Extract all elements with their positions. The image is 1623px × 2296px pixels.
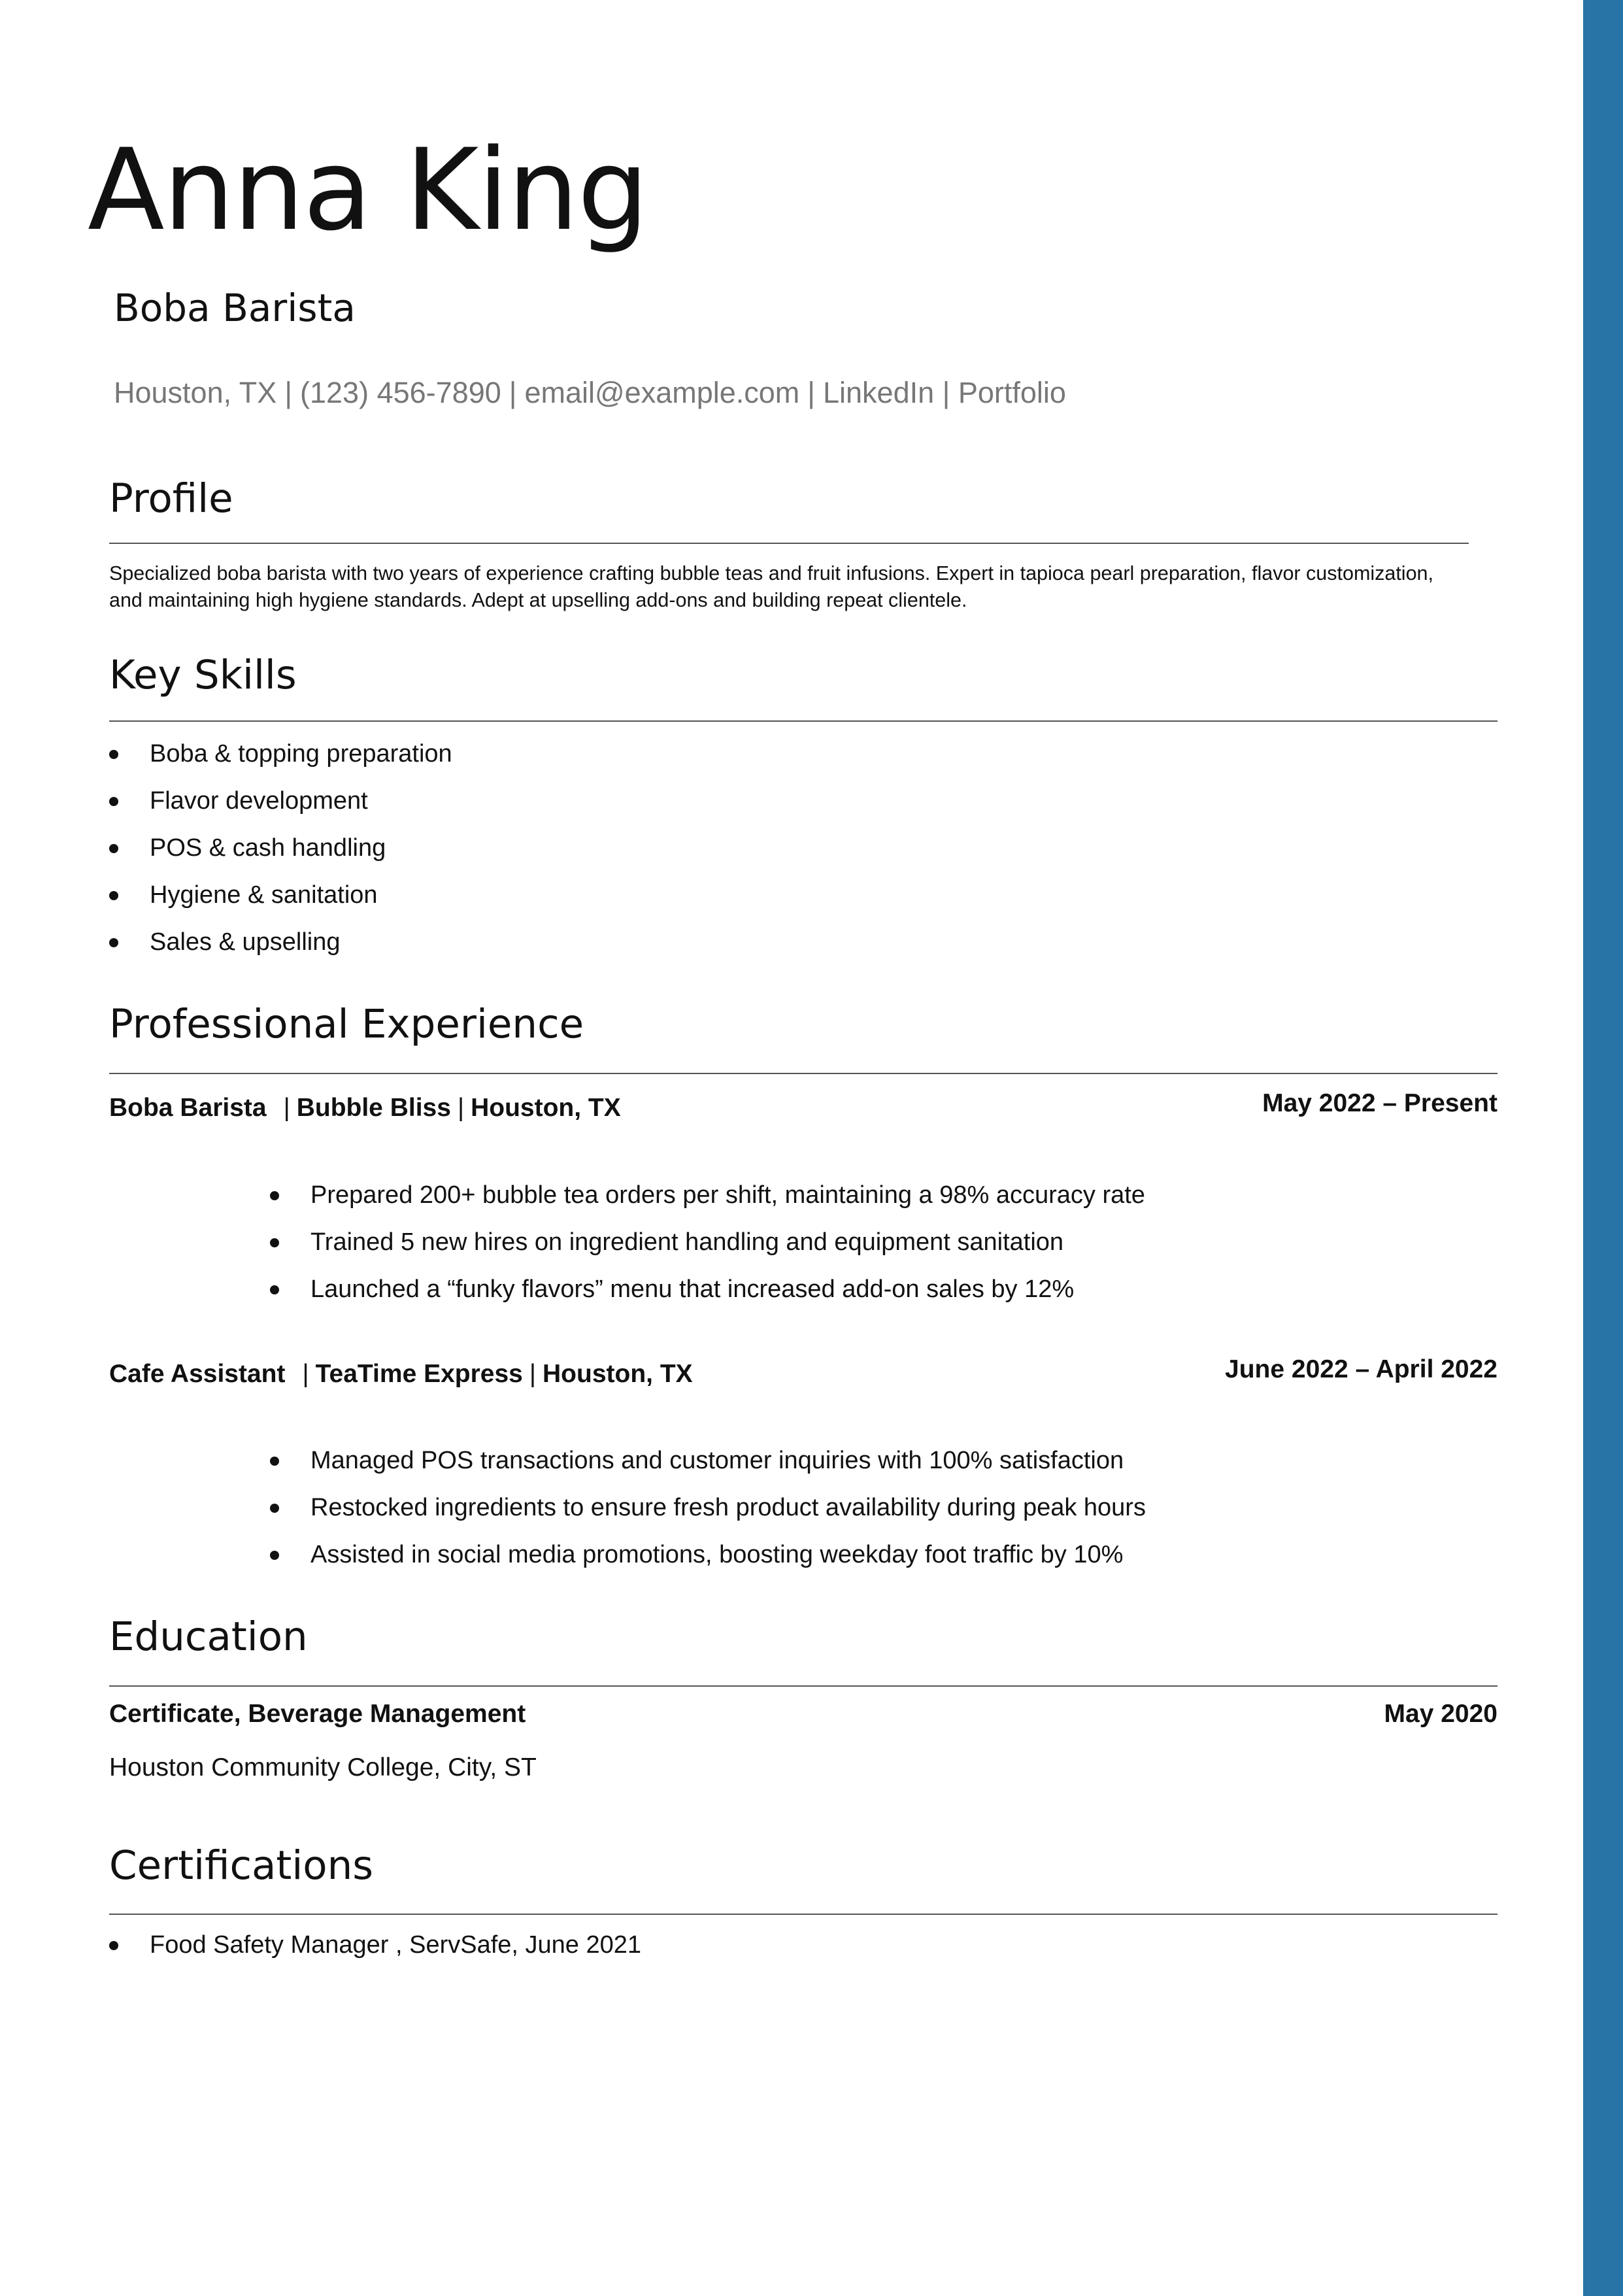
skills-heading: Key Skills [109, 652, 297, 698]
certifications-heading: Certifications [109, 1842, 374, 1889]
job-separator: | [529, 1360, 537, 1388]
contact-email[interactable]: email@example.com [524, 376, 800, 409]
contact-separator: | [807, 376, 815, 409]
bullet-icon [270, 1191, 279, 1200]
bullet-icon [109, 938, 118, 947]
bullet-icon [270, 1504, 279, 1513]
candidate-name: Anna King [88, 124, 648, 256]
job-header [109, 1095, 621, 1121]
education-heading: Education [109, 1613, 308, 1660]
job-header [109, 1361, 693, 1387]
education-school: Houston Community College, City, ST [109, 1753, 537, 1781]
education-degree: Certificate, Beverage Management [109, 1700, 526, 1728]
job-company: Bubble Bliss [296, 1094, 451, 1122]
education-divider [109, 1685, 1498, 1687]
candidate-title: Boba Barista [114, 286, 356, 330]
profile-summary: Specialized boba barista with two years of experience crafting bubble teas and fruit infusions. Expert in tapioca pearl preparation, flavor customization, and maintaining high hygiene standards. Adept at upselling add-ons and building repeat clientele. [109, 562, 1433, 611]
contact-location: Houston, TX [114, 376, 277, 409]
bullet-icon [270, 1285, 279, 1294]
skills-divider [109, 720, 1498, 722]
bullet-icon [109, 1941, 118, 1950]
experience-divider [109, 1073, 1498, 1074]
job-company: TeaTime Express [315, 1360, 523, 1388]
job-dates: June 2022 – April 2022 [1225, 1355, 1498, 1383]
job-separator: | [302, 1360, 309, 1388]
bullet-icon [109, 797, 118, 806]
education-date: May 2020 [1384, 1700, 1498, 1728]
contact-line [114, 378, 1066, 407]
bullet-icon [270, 1551, 279, 1560]
job-location: Houston, TX [471, 1094, 621, 1122]
resume-page: Anna King Boba Barista Houston, TX | (123) 456-7890 | email@example.com | LinkedIn | Portfolio Profile Specialized boba barista with two years of experience crafting bubble teas and fruit infusions. Expert in tapioca pearl preparation, flavor customization, and maintaining high hygiene standards. Adept at upselling add-ons and building repeat clientele. Key Skills Boba & topping preparation Flavor development POS & cash handling Hygiene & sanitation Sales & upselling Professional Experience Boba Barista | Bubble Bliss | Houston, TX May 2022 – Present Prepared 200+ bubble tea orders per shift, maintaining a 98% accuracy rate Trained 5 new hires on ingredient handling and equipment sanitation Launched a “funky flavors” menu that increased add-on sales by 12% Cafe Assistant | TeaTime Express | Houston, TX June 2022 – April 2022 Managed POS transactions and customer inquiries with 100% satisfaction Restocked ingredients to ensure fresh product availability during peak hours Assisted in social media promotions, boosting weekday foot traffic by 10% Education Certificate, Beverage Management May 2020 Houston Community College, City, ST Certifications Food Safety Manager , ServSafe, June 2021 [88, 124, 1498, 1959]
contact-separator: | [509, 376, 517, 409]
experience-heading: Professional Experience [109, 1001, 584, 1047]
job-separator: | [283, 1094, 290, 1122]
certifications-divider [109, 1914, 1498, 1915]
contact-separator: | [284, 376, 293, 409]
accent-sidebar-bar [1583, 0, 1623, 2296]
profile-heading: Profile [109, 475, 233, 522]
contact-phone[interactable]: (123) 456-7890 [300, 376, 501, 409]
job-role: Cafe Assistant [109, 1360, 286, 1388]
profile-divider [109, 543, 1469, 544]
bullet-icon [109, 844, 118, 853]
bullet-icon [270, 1457, 279, 1466]
contact-links[interactable]: LinkedIn | Portfolio [822, 376, 1066, 409]
bullet-icon [109, 891, 118, 900]
job-dates: May 2022 – Present [1262, 1089, 1498, 1117]
bullet-icon [109, 750, 118, 759]
job-separator: | [457, 1094, 465, 1122]
job-location: Houston, TX [543, 1360, 693, 1388]
job-role: Boba Barista [109, 1094, 267, 1122]
bullet-icon [270, 1238, 279, 1247]
